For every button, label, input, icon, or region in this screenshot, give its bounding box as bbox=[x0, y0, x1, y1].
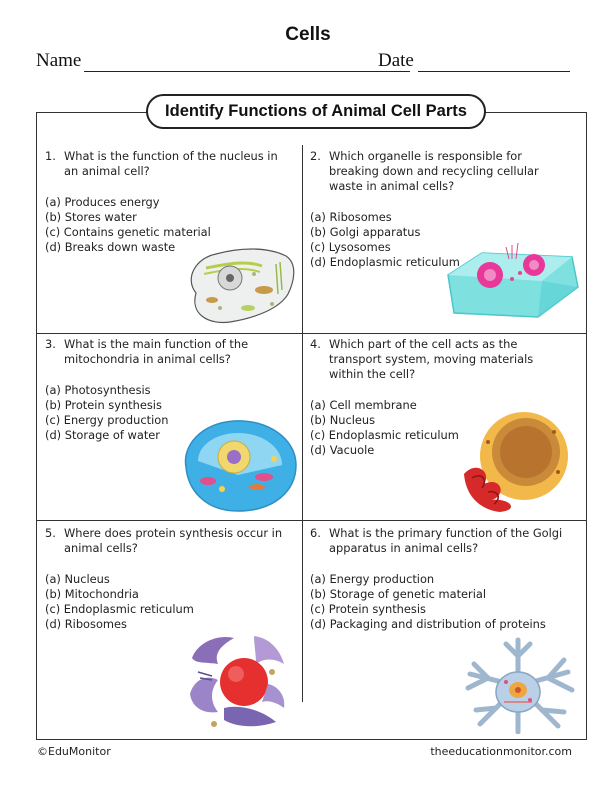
option-c[interactable]: (c) Endoplasmic reticulum bbox=[310, 428, 459, 442]
option-c[interactable]: (c) Energy production bbox=[45, 413, 169, 427]
question-text: Which organelle is responsible for breaking down and recycling cellular waste in animal cells? bbox=[329, 149, 539, 193]
option-a[interactable]: (a) Produces energy bbox=[45, 195, 160, 209]
grid-divider-vertical bbox=[302, 145, 303, 702]
cell-with-lysosomes-icon bbox=[442, 235, 582, 325]
question-number: 4. bbox=[310, 337, 321, 351]
option-c[interactable]: (c) Protein synthesis bbox=[310, 602, 426, 616]
option-d[interactable]: (d) Packaging and distribution of proteins bbox=[310, 617, 546, 631]
date-field[interactable] bbox=[418, 71, 570, 72]
option-d[interactable]: (d) Breaks down waste bbox=[45, 240, 176, 254]
option-c[interactable]: (c) Endoplasmic reticulum bbox=[45, 602, 194, 616]
footer-brand: ©EduMonitor bbox=[37, 745, 111, 758]
option-a[interactable]: (a) Energy production bbox=[310, 572, 435, 586]
question-6 bbox=[310, 526, 580, 632]
option-a[interactable]: (a) Photosynthesis bbox=[45, 383, 151, 397]
date-label: Date bbox=[378, 50, 414, 71]
question-text: Where does protein synthesis occur in animal cells? bbox=[64, 526, 283, 555]
grid-divider-horizontal-1 bbox=[36, 333, 587, 334]
option-b[interactable]: (b) Stores water bbox=[45, 210, 137, 224]
option-d[interactable]: (d) Storage of water bbox=[45, 428, 160, 442]
name-field[interactable] bbox=[84, 71, 410, 72]
option-c[interactable]: (c) Lysosomes bbox=[310, 240, 391, 254]
question-text: What is the function of the nucleus in an animal cell? bbox=[64, 149, 278, 178]
question-number: 1. bbox=[45, 149, 56, 163]
question-text: Which part of the cell acts as the transport system, moving materials within the cell? bbox=[329, 337, 534, 381]
question-text: What is the primary function of the Golgi apparatus in animal cells? bbox=[329, 526, 563, 555]
organelle-cluster-icon bbox=[184, 628, 290, 734]
nucleus-with-er-icon bbox=[458, 412, 582, 512]
option-c[interactable]: (c) Contains genetic material bbox=[45, 225, 211, 239]
option-a[interactable]: (a) Ribosomes bbox=[310, 210, 392, 224]
option-a[interactable]: (a) Cell membrane bbox=[310, 398, 417, 412]
option-d[interactable]: (d) Vacuole bbox=[310, 443, 375, 457]
option-b[interactable]: (b) Storage of genetic material bbox=[310, 587, 487, 601]
name-date-row bbox=[36, 50, 580, 74]
question-number: 6. bbox=[310, 526, 321, 540]
question-number: 3. bbox=[45, 337, 56, 351]
option-a[interactable]: (a) Nucleus bbox=[45, 572, 110, 586]
options-list bbox=[45, 572, 295, 632]
question-number: 5. bbox=[45, 526, 56, 540]
option-d[interactable]: (d) Endoplasmic reticulum bbox=[310, 255, 460, 269]
option-d[interactable]: (d) Ribosomes bbox=[45, 617, 127, 631]
name-label: Name bbox=[36, 50, 82, 71]
option-b[interactable]: (b) Nucleus bbox=[310, 413, 376, 427]
3d-animal-cell-icon bbox=[178, 415, 302, 515]
footer-website[interactable]: theeducationmonitor.com bbox=[430, 745, 572, 758]
options-list bbox=[310, 572, 580, 632]
animal-cell-diagram-icon bbox=[176, 238, 300, 328]
grid-divider-horizontal-2 bbox=[36, 520, 587, 521]
neuron-cell-icon bbox=[460, 636, 578, 734]
option-b[interactable]: (b) Golgi apparatus bbox=[310, 225, 421, 239]
question-text: What is the main function of the mitochondria in animal cells? bbox=[64, 337, 249, 366]
worksheet-title: Cells bbox=[285, 24, 331, 45]
question-number: 2. bbox=[310, 149, 321, 163]
option-b[interactable]: (b) Protein synthesis bbox=[45, 398, 162, 412]
section-banner: Identify Functions of Animal Cell Parts bbox=[146, 94, 486, 129]
option-b[interactable]: (b) Mitochondria bbox=[45, 587, 139, 601]
question-5 bbox=[45, 526, 295, 632]
